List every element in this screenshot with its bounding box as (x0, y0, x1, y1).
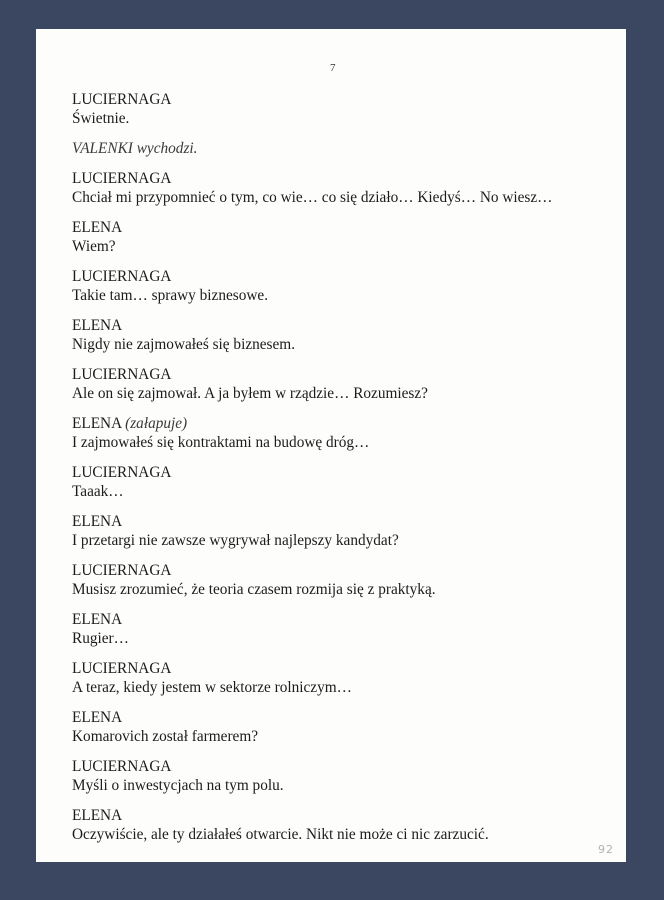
dialogue-block (72, 365, 612, 403)
speaker-name: ELENA (72, 317, 123, 334)
dialogue-block (72, 659, 612, 697)
speaker-name: LUCIERNAGA (72, 464, 172, 481)
speaker-name: LUCIERNAGA (72, 91, 172, 108)
dialogue-block (72, 806, 612, 844)
speaker-name: LUCIERNAGA (72, 758, 172, 775)
stage-direction: VALENKI wychodzi. (72, 140, 198, 157)
dialogue-line: Ale on się zajmował. A ja byłem w rządzie… Rozumiesz? (72, 385, 428, 402)
dialogue-block (72, 267, 612, 305)
dialogue-line: Chciał mi przypomnieć o tym, co wie… co się działo… Kiedyś… No wiesz… (72, 189, 553, 206)
speaker-name: LUCIERNAGA (72, 660, 172, 677)
speaker-name: ELENA (72, 415, 122, 432)
dialogue-line: Rugier… (72, 630, 129, 647)
dialogue-line: Myśli o inwestycjach na tym polu. (72, 777, 284, 794)
script-body (72, 90, 612, 855)
dialogue-block (72, 561, 612, 599)
dialogue-line: Nigdy nie zajmowałeś się biznesem. (72, 336, 296, 353)
speaker-name: ELENA (72, 219, 123, 236)
dialogue-block (72, 169, 612, 207)
stage-direction-block (72, 139, 612, 158)
speaker-name: LUCIERNAGA (72, 366, 172, 383)
speaker-name: LUCIERNAGA (72, 268, 172, 285)
dialogue-line: Musisz zrozumieć, że teoria czasem rozmija się z praktyką. (72, 581, 436, 598)
dialogue-block (72, 316, 612, 354)
dialogue-block (72, 708, 612, 746)
dialogue-line: Komarovich został farmerem? (72, 728, 259, 745)
corner-page-note: 92 (598, 843, 614, 856)
speaker-heading (72, 414, 612, 433)
dialogue-block (72, 512, 612, 550)
speaker-name: ELENA (72, 513, 123, 530)
dialogue-block (72, 610, 612, 648)
document-page (36, 29, 626, 862)
dialogue-line: Takie tam… sprawy biznesowe. (72, 287, 269, 304)
dialogue-block (72, 90, 612, 128)
dialogue-block (72, 757, 612, 795)
dialogue-line: Oczywiście, ale ty działałeś otwarcie. Nikt nie może ci nic zarzucić. (72, 826, 489, 843)
dialogue-block (72, 218, 612, 256)
speaker-aside: (załapuje) (125, 415, 188, 432)
dialogue-block (72, 463, 612, 501)
speaker-name: LUCIERNAGA (72, 170, 172, 187)
dialogue-line: I zajmowałeś się kontraktami na budowę dróg… (72, 434, 370, 451)
dialogue-line: Świetnie. (72, 110, 130, 127)
speaker-name: ELENA (72, 709, 123, 726)
speaker-name: ELENA (72, 611, 123, 628)
dialogue-line: Taaak… (72, 483, 124, 500)
page-number: 7 (330, 62, 336, 74)
dialogue-block (72, 414, 612, 452)
speaker-name: LUCIERNAGA (72, 562, 172, 579)
speaker-name: ELENA (72, 807, 123, 824)
dialogue-line: Wiem? (72, 238, 116, 255)
dialogue-line: A teraz, kiedy jestem w sektorze rolniczym… (72, 679, 352, 696)
dialogue-line: I przetargi nie zawsze wygrywał najlepszy kandydat? (72, 532, 399, 549)
